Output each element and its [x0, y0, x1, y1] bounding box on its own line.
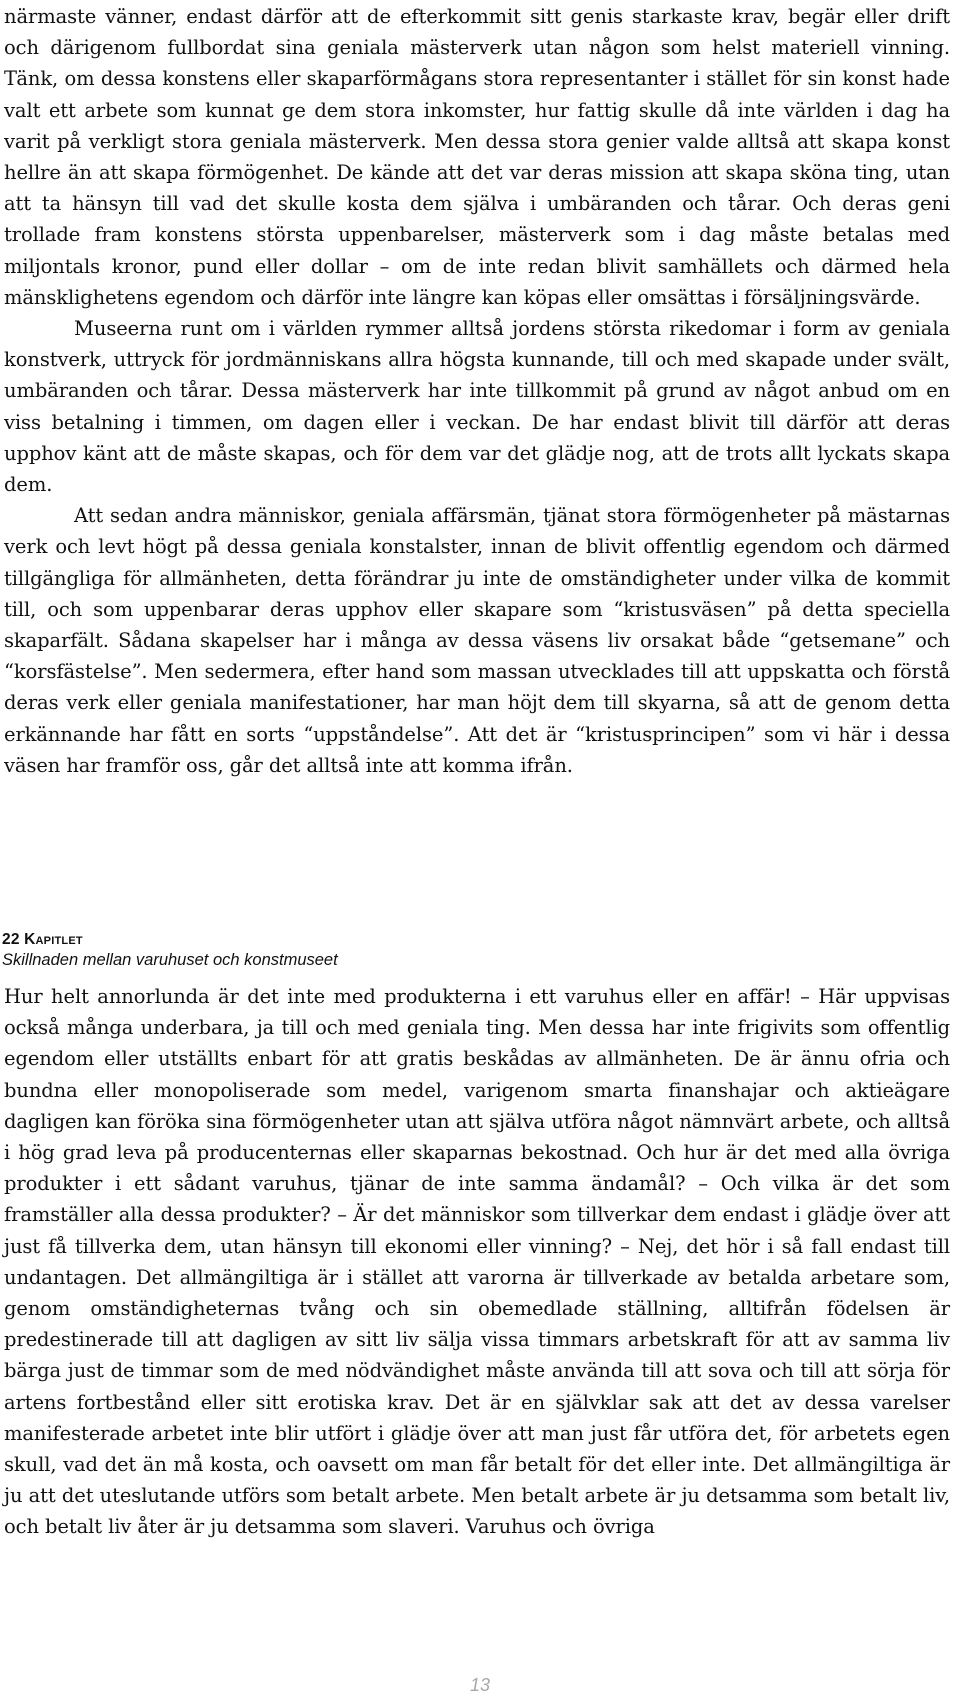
body-text-section — [4, 1, 950, 781]
paragraph: Att sedan andra människor, geniala affärsmän, tjänat stora förmögenheter på mästarnas verk och levt högt på dessa geniala konstalster, innan de blivit offentlig egendom och därmed tillgängliga för allmänheten, detta förändrar ju inte de omständigheter under vilka de kommit till, och som uppenbarar deras upphov eller skapare som “kristusväsen” på detta speciella skaparfält. Sådana skapelser har i många av dessa väsens liv orsakat både “getsemane” och “korsfästelse”. Men sedermera, efter hand som massan utvecklades till att uppskatta och förstå deras verk eller geniala manifestationer, har man höjt dem till skyarna, så att de genom detta erkännande har fått en sorts “uppståndelse”. Att det är “kristusprincipen” som vi här i dessa väsen har framför oss, går det alltså inte att komma ifrån. — [4, 504, 950, 777]
paragraph: Hur helt annorlunda är det inte med produkterna i ett varuhus eller en affär! – Här uppvisas också många underbara, ja till och med geniala ting. Men dessa har inte frigivits som offentlig egendom eller utställts enbart för att gratis beskådas av allmänheten. De är ännu ofria och bundna eller monopoliserade som medel, varigenom smarta finanshajar och aktieägare dagligen kan föröka sina förmögenheter utan att själva utföra något nämnvärt arbete, och alltså i hög grad leva på producenternas eller skaparnas bekostnad. Och hur är det med alla övriga produkter i ett sådant varuhus, tjänar de inte samma ändamål? – Och vilka är det som framställer alla dessa produkter? – Är det människor som tillverkar dem endast i glädje över att just få tillverka dem, utan hänsyn till ekonomi eller vinning? – Nej, det hör i så fall endast till undantagen. Det allmängiltiga är i stället att varorna är tillverkade av betalda arbetare som, genom omständigheternas tvång och sin obemedlade ställning, alltifrån födelsen är predestinerade till att dagligen av sitt liv sälja vissa timmars arbetskraft för att av samma liv bärga just de timmar som de med nödvändighet måste använda till att sova och till att sörja för artens fortbestånd eller sitt erotiska krav. Det är en självklar sak att det av dessa varelser manifesterade arbetet inte blir utfört i glädje över att man just får utföra det, för arbetets egen skull, vad det än må kosta, och oavsett om man får betalt för det eller inte. Det allmängiltiga är ju att det uteslutande utförs som betalt arbete. Men betalt arbete är ju detsamma som betalt liv, och betalt liv åter är ju detsamma som slaveri. Varuhus och övriga — [4, 985, 950, 1539]
body-text-section — [4, 981, 950, 1543]
paragraph: närmaste vänner, endast därför att de efterkommit sitt genis starkaste krav, begär eller drift och därigenom fullbordat sina geniala mästerverk utan någon som helst materiell vinning. Tänk, om dessa konstens eller skaparförmågans stora representanter i stället för sin konst hade valt ett arbete som kunnat ge dem stora inkomster, hur fattig skulle då inte världen i dag ha varit på verkligt stora geniala mästerverk. Men dessa stora genier valde alltså att skapa konst hellre än att skapa förmögenhet. De kände att det var deras mission att skapa sköna ting, utan att ta hänsyn till vad det skulle kosta dem själva i umbäranden och tårar. Och deras geni trollade fram konstens största uppenbarelser, mästerverk som i dag måste betalas med miljontals kronor, pund eller dollar – om de inte redan blivit samhällets och därmed hela mänsklighetens egendom och därför inte längre kan köpas eller omsättas i försäljningsvärde. — [4, 5, 950, 309]
page-number: 13 — [469, 1675, 491, 1695]
paragraph: Museerna runt om i världen rymmer alltså jordens största rikedomar i form av geniala konstverk, uttryck för jordmänniskans allra högsta kunnande, till och med skapade under svält, umbäranden och tårar. Dessa mästerverk har inte tillkommit på grund av något anbud om en viss betalning i timmen, om dagen eller i veckan. De har endast blivit till därför att deras upphov känt att de måste skapas, och för dem var det glädje nog, att de trots allt lyckats skapa dem. — [4, 317, 950, 497]
chapter-heading — [2, 930, 902, 971]
chapter-number: 22 Kapitlet — [2, 931, 83, 948]
chapter-title: Skillnaden mellan varuhuset och konstmuseet — [2, 951, 338, 969]
